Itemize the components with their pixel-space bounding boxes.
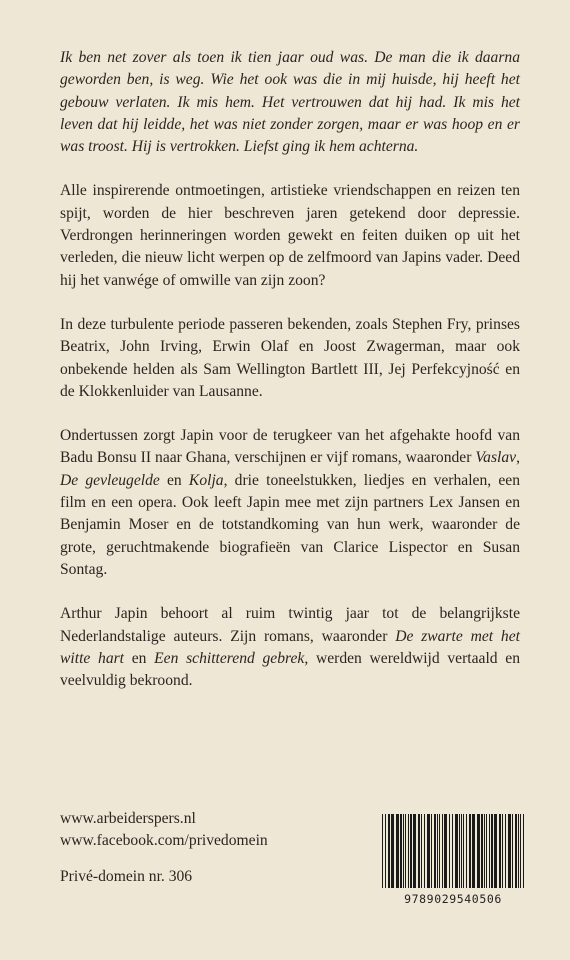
series-number: Privé-domein nr. 306 [60, 868, 193, 885]
paragraph-depression: Alle inspirerende ontmoetingen, artistieke vriendschappen en reizen ten spijt, worden de hier beschreven jaren getekend door depressie. Verdrongen herinneringen worden gewekt en feiten duiken op uit het verleden, die nieuw licht werpen op de zelfmoord van Japins vader. Deed hij het vanwége of omwille van zijn zoon? [60, 182, 520, 289]
barcode-bar [434, 814, 436, 888]
barcode-bar [391, 814, 394, 888]
barcode-bar [403, 814, 404, 888]
barcode-bar [400, 814, 402, 888]
barcode-bar [431, 814, 432, 888]
barcode-bar [494, 814, 497, 888]
barcode-bar [439, 814, 440, 888]
barcode-bar [484, 814, 485, 888]
barcode-bar [477, 814, 480, 888]
book-title: Een schitterend gebrek [154, 649, 305, 667]
paragraph-author-bio [60, 603, 520, 692]
barcode-bar [463, 814, 464, 888]
barcode-bar [505, 814, 506, 888]
book-title: Vaslav [475, 449, 517, 467]
barcode-bar [515, 814, 517, 888]
barcode-bar [508, 814, 511, 888]
barcode-bar [408, 814, 409, 888]
barcode-bar [481, 814, 483, 888]
book-title: Kolja [188, 471, 224, 489]
text-segment: , [516, 449, 520, 467]
barcode-bar [385, 814, 386, 888]
barcode-bar [442, 814, 443, 888]
text-segment: Arthur Japin behoort al ruim twintig jaar tot de belangrijkste Nederlandstalige auteurs. Zijn romans, waaronder [60, 605, 520, 645]
barcode-bar [502, 814, 503, 888]
barcode-bar [472, 814, 475, 888]
barcode-bar [452, 814, 453, 888]
barcode-bar [489, 814, 490, 888]
barcode-bar [499, 814, 501, 888]
barcode-bar [405, 814, 406, 888]
barcode-bar [444, 814, 447, 888]
book-title: De zwarte met het witte hart [60, 627, 520, 667]
isbn-barcode [378, 814, 528, 906]
barcode-bar [396, 814, 399, 888]
intro-quote: Ik ben net zover als toen ik tien jaar oud was. De man die ik daarna geworden ben, is weg. Wie het ook was die in mij huisde, hij heeft het gebouw verlaten. Ik mis hem. Het vertrouwen dat hij had. Ik mis het leven dat hij leidde, het was niet zonder zorgen, maar er was hoop en er was troost. Hij is vertrokken. Liefst ging ik hem achterna. [60, 49, 520, 156]
barcode-bar [424, 814, 425, 888]
barcode-bar [388, 814, 390, 888]
book-title: De gevleugelde [60, 471, 160, 489]
barcode-bar [449, 814, 450, 888]
barcode-bar [421, 814, 422, 888]
facebook-link[interactable]: www.facebook.com/privedomein [60, 832, 268, 849]
barcode-bar [427, 814, 430, 888]
back-cover-text [60, 47, 520, 714]
barcode-bar [486, 814, 487, 888]
barcode-bar [491, 814, 493, 888]
isbn-number: 9789029540506 [404, 892, 502, 906]
barcode-bar [437, 814, 438, 888]
barcode-bar [455, 814, 458, 888]
barcode-icon [378, 814, 528, 890]
text-segment: , werden wereldwijd vertaald en veelvuldig bekroond. [60, 649, 521, 690]
barcode-bar [512, 814, 513, 888]
text-segment: Ondertussen zorgt Japin voor de terugkeer van het afgehakte hoofd van Badu Bonsu II naar Ghana, verschijnen er vijf romans, waaronder [60, 427, 520, 467]
text-segment: en [159, 471, 189, 489]
text-segment: , drie toneelstukken, liedjes en verhalen, een film en een opera. Ook leeft Japin mee met zijn partners Lex Jansen en Benjamin Moser en de totstandkoming van hun werk, waaronder de grote, geruchtmakende biografieën van Clarice Lispector en Susan Sontag. [60, 471, 520, 578]
barcode-bar [523, 814, 524, 888]
barcode-bar [382, 814, 383, 888]
barcode-bar [413, 814, 416, 888]
paragraph-works [60, 425, 520, 581]
barcode-bar [459, 814, 460, 888]
barcode-bar [410, 814, 412, 888]
text-segment: en [124, 649, 155, 667]
paragraph-celebrities: In deze turbulente periode passeren bekenden, zoals Stephen Fry, prinses Beatrix, John Irving, Erwin Olaf en Joost Zwagerman, maar ook onbekende helden als Sam Wellington Bartlett III, Jej Perfekcyjność en de Klokkenluider van Lausanne. [60, 315, 520, 400]
publisher-footer [60, 808, 268, 888]
barcode-bar [518, 814, 519, 888]
barcode-bar [520, 814, 521, 888]
website-link[interactable]: www.arbeiderspers.nl [60, 810, 196, 827]
barcode-bar [461, 814, 462, 888]
barcode-bar [418, 814, 420, 888]
barcode-bar [466, 814, 467, 888]
barcode-bar [469, 814, 471, 888]
